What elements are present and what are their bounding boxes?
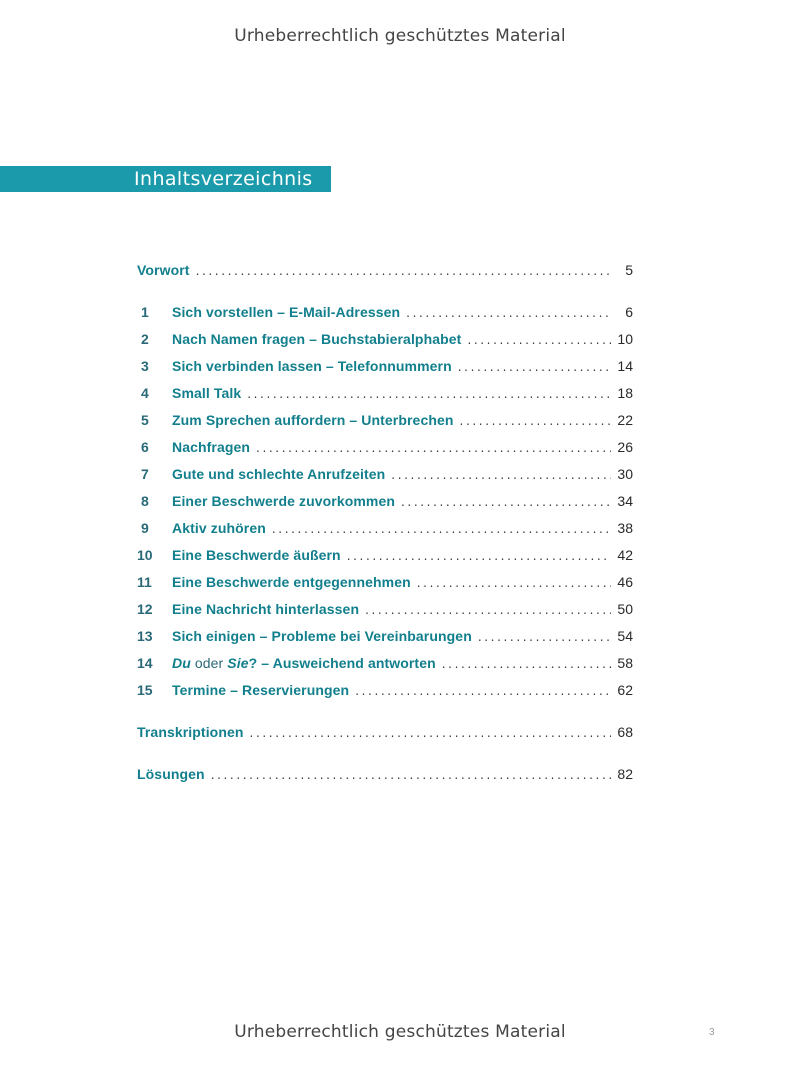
toc-leader-dots — [401, 495, 611, 509]
toc-row-chapter-8[interactable] — [137, 493, 633, 520]
toc-leader-dots — [256, 441, 611, 455]
toc-leader-dots — [365, 603, 611, 617]
toc-chapter-number: 11 — [137, 574, 152, 590]
toc-row-chapter-2[interactable] — [137, 331, 633, 358]
toc-page: 34 — [617, 493, 633, 509]
toc-title: Sich vorstellen – E-Mail-Adressen — [172, 304, 401, 320]
toc-row-vorwort[interactable] — [137, 262, 633, 289]
toc-title: Eine Beschwerde äußern — [172, 547, 341, 563]
toc-row-loesungen[interactable] — [137, 766, 633, 793]
toc-title: Lösungen — [137, 766, 205, 782]
heading-bar — [0, 166, 331, 192]
toc-row-chapter-15[interactable] — [137, 682, 633, 709]
toc-title: Sich einigen – Probleme bei Vereinbarungen — [172, 628, 472, 644]
toc-page: 30 — [617, 466, 633, 482]
toc-page: 10 — [617, 331, 633, 347]
toc-chapter-number: 10 — [137, 547, 153, 563]
toc-title: Vorwort — [137, 262, 190, 278]
toc-page: 50 — [617, 601, 633, 617]
toc-row-chapter-13[interactable] — [137, 628, 633, 655]
table-of-contents — [137, 262, 633, 793]
page-title: Inhaltsverzeichnis — [134, 168, 313, 190]
toc-title: Zum Sprechen auffordern – Unterbrechen — [172, 412, 454, 428]
toc-row-chapter-10[interactable] — [137, 547, 633, 574]
toc-leader-dots — [196, 264, 611, 278]
toc-page: 26 — [617, 439, 633, 455]
toc-title: Einer Beschwerde zuvorkommen — [172, 493, 395, 509]
toc-chapter-number: 8 — [141, 493, 149, 509]
toc-page: 54 — [617, 628, 633, 644]
toc-page: 6 — [625, 304, 633, 320]
toc-leader-dots — [417, 576, 611, 590]
toc-leader-dots — [355, 684, 611, 698]
toc-row-chapter-1[interactable] — [137, 304, 633, 331]
toc-page: 68 — [617, 724, 633, 740]
toc-chapter-number: 3 — [141, 358, 149, 374]
toc-row-chapter-12[interactable] — [137, 601, 633, 628]
toc-row-chapter-3[interactable] — [137, 358, 633, 385]
toc-page: 82 — [617, 766, 633, 782]
toc-leader-dots — [211, 768, 611, 782]
toc-page: 18 — [617, 385, 633, 401]
toc-title: Gute und schlechte Anrufzeiten — [172, 466, 386, 482]
toc-page: 62 — [617, 682, 633, 698]
toc-title-rest: ? – Ausweichend antworten — [248, 655, 436, 671]
toc-row-chapter-6[interactable] — [137, 439, 633, 466]
toc-title — [172, 655, 436, 671]
toc-chapter-number: 2 — [141, 331, 149, 347]
toc-leader-dots — [250, 726, 611, 740]
toc-row-chapter-14[interactable] — [137, 655, 633, 682]
toc-title: Termine – Reservierungen — [172, 682, 350, 698]
toc-page: 22 — [617, 412, 633, 428]
page-number: 3 — [709, 1027, 715, 1038]
toc-page: 46 — [617, 574, 633, 590]
toc-title-oder: oder — [190, 655, 228, 671]
toc-chapter-number: 4 — [141, 385, 149, 401]
toc-page: 38 — [617, 520, 633, 536]
toc-title: Small Talk — [172, 385, 242, 401]
watermark-top: Urheberrechtlich geschütztes Material — [234, 26, 566, 46]
watermark-bottom: Urheberrechtlich geschütztes Material — [234, 1022, 566, 1042]
toc-leader-dots — [391, 468, 611, 482]
toc-chapter-number: 9 — [141, 520, 149, 536]
toc-title: Nach Namen fragen – Buchstabieralphabet — [172, 331, 462, 347]
toc-chapter-number: 1 — [141, 304, 149, 320]
toc-page: 58 — [617, 655, 633, 671]
toc-row-transkriptionen[interactable] — [137, 724, 633, 751]
toc-page: 42 — [617, 547, 633, 563]
toc-row-chapter-7[interactable] — [137, 466, 633, 493]
toc-title: Sich verbinden lassen – Telefonnummern — [172, 358, 452, 374]
toc-leader-dots — [406, 306, 611, 320]
toc-leader-dots — [247, 387, 611, 401]
toc-title: Transkriptionen — [137, 724, 244, 740]
toc-chapter-number: 13 — [137, 628, 153, 644]
toc-chapter-number: 12 — [137, 601, 153, 617]
toc-leader-dots — [347, 549, 611, 563]
toc-page: 5 — [625, 262, 633, 278]
toc-chapter-number: 7 — [141, 466, 149, 482]
toc-title: Eine Nachricht hinterlassen — [172, 601, 360, 617]
toc-row-chapter-9[interactable] — [137, 520, 633, 547]
toc-title-du: Du — [172, 655, 191, 671]
toc-row-chapter-5[interactable] — [137, 412, 633, 439]
toc-chapter-number: 6 — [141, 439, 149, 455]
toc-title: Eine Beschwerde entgegennehmen — [172, 574, 411, 590]
toc-chapter-number: 14 — [137, 655, 153, 671]
toc-leader-dots — [467, 333, 611, 347]
toc-leader-dots — [478, 630, 611, 644]
toc-chapter-number: 15 — [137, 682, 153, 698]
toc-page: 14 — [617, 358, 633, 374]
toc-title-sie: Sie — [227, 655, 249, 671]
toc-title: Nachfragen — [172, 439, 251, 455]
toc-row-chapter-11[interactable] — [137, 574, 633, 601]
toc-leader-dots — [460, 414, 611, 428]
toc-chapter-number: 5 — [141, 412, 149, 428]
toc-leader-dots — [272, 522, 611, 536]
toc-title: Aktiv zuhören — [172, 520, 266, 536]
toc-leader-dots — [442, 657, 611, 671]
toc-row-chapter-4[interactable] — [137, 385, 633, 412]
toc-leader-dots — [458, 360, 611, 374]
